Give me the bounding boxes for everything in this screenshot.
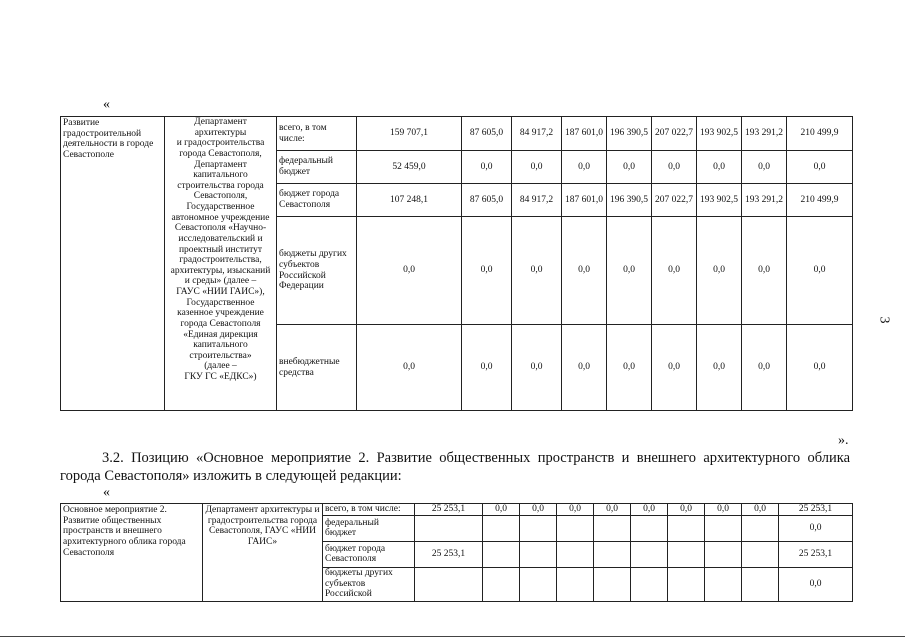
value-cell: 0,0 <box>562 217 607 325</box>
value-cell: 207 022,7 <box>652 117 697 151</box>
executor-line: Департамент <box>194 159 247 170</box>
executor-line: градостроительства, <box>179 255 262 266</box>
value-cell: 25 253,1 <box>415 541 483 567</box>
value-cell: 0,0 <box>512 217 562 325</box>
activity-cell: Основное мероприятие 2. Развитие общественных пространств и внешнего архитектурного облика города Севастополя <box>61 504 203 602</box>
value-cell: 52 459,0 <box>357 151 462 184</box>
value-cell <box>668 567 705 601</box>
value-cell: 25 253,1 <box>779 504 853 516</box>
executor-line: ГАУС «НИИ ГАИС»), <box>176 287 265 297</box>
value-cell <box>705 567 742 601</box>
executor-line: Департамент <box>194 117 247 127</box>
value-cell: 0,0 <box>697 151 742 184</box>
executor-line: Государственное <box>186 202 255 212</box>
funding-source-cell: всего, в том числе: <box>323 504 415 516</box>
value-cell: 187 601,0 <box>562 117 607 151</box>
value-cell: 0,0 <box>462 325 512 411</box>
value-cell: 0,0 <box>787 151 853 184</box>
value-cell: 0,0 <box>594 504 631 516</box>
value-cell <box>557 541 594 567</box>
executor-line: Государственное <box>186 297 255 308</box>
value-cell: 0,0 <box>705 504 742 516</box>
value-cell <box>742 567 779 601</box>
value-cell <box>631 515 668 541</box>
value-cell: 0,0 <box>557 504 594 516</box>
value-cell: 0,0 <box>357 217 462 325</box>
value-cell <box>520 567 557 601</box>
executor-line: капитального <box>193 170 248 181</box>
value-cell: 0,0 <box>742 151 787 184</box>
executor-line: Севастополя «Научно- <box>174 223 267 234</box>
value-cell <box>557 567 594 601</box>
value-cell: 0,0 <box>652 325 697 411</box>
value-cell: 159 707,1 <box>357 117 462 151</box>
value-cell: 0,0 <box>787 217 853 325</box>
funding-source-cell: бюджеты других субъектов Российской Федерации <box>277 217 357 325</box>
page-bottom-edge <box>0 636 905 637</box>
value-cell: 0,0 <box>742 217 787 325</box>
value-cell <box>483 541 520 567</box>
opening-quote-2: « <box>103 485 110 500</box>
value-cell <box>668 541 705 567</box>
opening-quote-1: « <box>103 97 110 112</box>
value-cell: 193 902,5 <box>697 117 742 151</box>
value-cell: 0,0 <box>562 325 607 411</box>
value-cell <box>483 567 520 601</box>
value-cell <box>557 515 594 541</box>
value-cell <box>415 567 483 601</box>
value-cell <box>520 541 557 567</box>
value-cell <box>594 541 631 567</box>
value-cell: 0,0 <box>652 151 697 184</box>
value-cell: 0,0 <box>697 217 742 325</box>
value-cell: 25 253,1 <box>415 504 483 516</box>
executor-line: казенное учреждение <box>177 308 264 319</box>
executor-line: автономное учреждение <box>171 212 270 223</box>
funding-source-cell: всего, в том числе: <box>277 117 357 151</box>
value-cell: 0,0 <box>512 151 562 184</box>
value-cell: 193 291,2 <box>742 117 787 151</box>
value-cell: 0,0 <box>697 325 742 411</box>
value-cell <box>668 515 705 541</box>
funding-source-cell: бюджет города Севастополя <box>323 541 415 567</box>
value-cell: 193 291,2 <box>742 184 787 217</box>
value-cell: 0,0 <box>668 504 705 516</box>
table-row <box>61 504 853 516</box>
executor-line: города Севастополя, <box>179 148 262 159</box>
value-cell: 0,0 <box>520 504 557 516</box>
funding-source-cell: бюджеты других субъектов Российской <box>323 567 415 601</box>
value-cell: 210 499,9 <box>787 184 853 217</box>
value-cell: 210 499,9 <box>787 117 853 151</box>
value-cell: 196 390,5 <box>607 117 652 151</box>
executor-line: и среды» (далее – <box>184 276 257 287</box>
value-cell: 107 248,1 <box>357 184 462 217</box>
value-cell: 0,0 <box>779 567 853 601</box>
closing-quote: ». <box>838 433 849 448</box>
value-cell: 0,0 <box>787 325 853 411</box>
value-cell <box>631 541 668 567</box>
executor-line: строительства» <box>189 350 252 361</box>
value-cell: 84 917,2 <box>512 184 562 217</box>
value-cell <box>594 567 631 601</box>
executor-line: архитектуры, изысканий <box>170 265 271 276</box>
value-cell <box>594 515 631 541</box>
value-cell: 0,0 <box>357 325 462 411</box>
value-cell: 0,0 <box>562 151 607 184</box>
funding-source-cell: федеральный бюджет <box>277 151 357 184</box>
value-cell: 25 253,1 <box>779 541 853 567</box>
funding-source-cell: бюджет города Севастополя <box>277 184 357 217</box>
executor-line: «Единая дирекция <box>183 329 258 340</box>
executor-line: исследовательский и <box>178 233 263 244</box>
value-cell <box>705 515 742 541</box>
value-cell: 87 605,0 <box>462 117 512 151</box>
value-cell: 0,0 <box>779 515 853 541</box>
value-cell: 196 390,5 <box>607 184 652 217</box>
executor-line: капитального <box>193 340 248 351</box>
activity-cell: Развитие градостроительной деятельности в городе Севастополе <box>61 117 165 411</box>
value-cell: 0,0 <box>607 217 652 325</box>
value-cell: 87 605,0 <box>462 184 512 217</box>
value-cell: 0,0 <box>512 325 562 411</box>
value-cell: 0,0 <box>652 217 697 325</box>
value-cell <box>415 515 483 541</box>
executor-line: Севастополя, <box>193 191 248 202</box>
program-funding-table-1 <box>60 116 853 411</box>
executor-line: проектный институт <box>178 244 263 255</box>
value-cell: 0,0 <box>607 151 652 184</box>
executor-line: архитектуры <box>194 127 247 138</box>
value-cell: 187 601,0 <box>562 184 607 217</box>
executor-cell: Департамент архитектуры и градостроительства города Севастополя, ГАУС «НИИ ГАИС» <box>203 504 323 602</box>
executor-line: (далее – <box>204 361 237 372</box>
page-number: 3 <box>876 316 892 324</box>
value-cell <box>483 515 520 541</box>
value-cell <box>705 541 742 567</box>
value-cell: 84 917,2 <box>512 117 562 151</box>
program-funding-table-2 <box>60 503 853 602</box>
value-cell: 207 022,7 <box>652 184 697 217</box>
executor-line: и градостроительства <box>176 138 265 149</box>
executor-line: строительства города <box>177 180 264 191</box>
value-cell <box>742 541 779 567</box>
funding-source-cell: федеральный бюджет <box>323 515 415 541</box>
value-cell: 0,0 <box>462 217 512 325</box>
funding-source-cell: внебюджетные средства <box>277 325 357 411</box>
amendment-paragraph: 3.2. Позицию «Основное мероприятие 2. Развитие общественных пространств и внешнего архитектурного облика города Севастополя» изложить в следующей редакции: <box>60 450 850 484</box>
value-cell: 0,0 <box>483 504 520 516</box>
value-cell: 0,0 <box>742 325 787 411</box>
value-cell: 0,0 <box>631 504 668 516</box>
value-cell: 0,0 <box>742 504 779 516</box>
executor-cell <box>165 117 277 411</box>
value-cell: 193 902,5 <box>697 184 742 217</box>
value-cell: 0,0 <box>607 325 652 411</box>
value-cell <box>520 515 557 541</box>
value-cell <box>742 515 779 541</box>
table-row <box>61 117 853 151</box>
executor-line: ГКУ ГС «ЕДКС») <box>184 372 257 382</box>
value-cell <box>631 567 668 601</box>
executor-line: города Севастополя <box>180 318 261 329</box>
value-cell: 0,0 <box>462 151 512 184</box>
